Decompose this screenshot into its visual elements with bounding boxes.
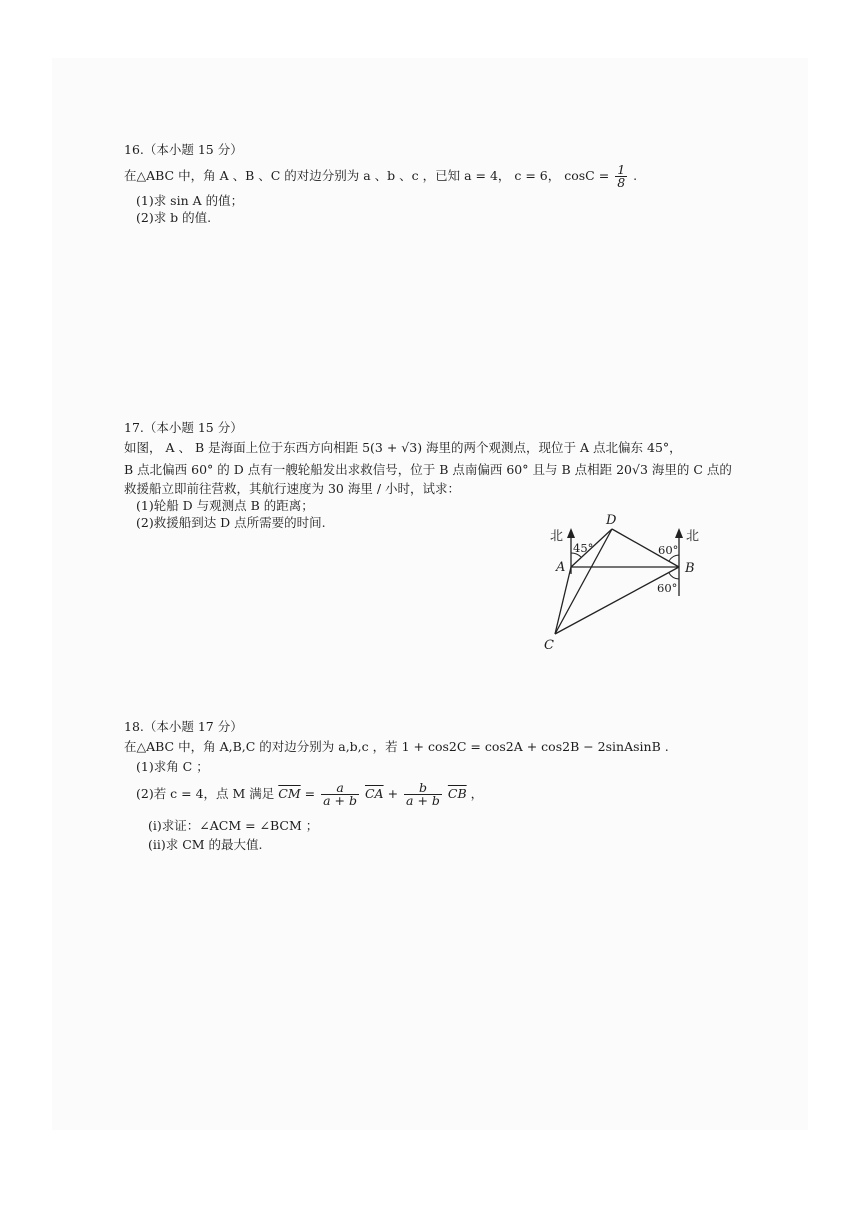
q16-fraction — [615, 164, 627, 189]
q18-sub1: (i)求证：∠ACM = ∠BCM ； — [148, 818, 319, 833]
q17-line1: 如图， A 、 B 是海面上位于东西方向相距 5(3 + √3) 海里的两个观测点，现位于 A 点北偏东 45°， — [124, 440, 682, 455]
q16-stem-end: . — [633, 168, 638, 183]
q18-stem: 在△ABC 中，角 A,B,C 的对边分别为 a,b,c ，若 1 + cos2C = cos2A + cos2B − 2sinAsinB . — [124, 739, 669, 754]
arc-angle-b-bottom — [669, 573, 679, 579]
q17-diagram — [538, 510, 718, 662]
q17-part2: (2)救援船到达 D 点所需要的时间. — [136, 515, 326, 530]
north-arrow-b-icon — [675, 528, 683, 538]
q16-frac-num: 1 — [617, 162, 626, 177]
q16-stem-text: 在△ABC 中，角 A 、B 、C 的对边分别为 a 、b 、c ，已知 a = 4， c = 6， cosC = — [124, 168, 610, 183]
angle-label-b-bottom: 60° — [657, 581, 678, 595]
angle-label-a: 45° — [573, 541, 594, 555]
angle-label-b-top: 60° — [658, 543, 679, 557]
north-label-right: 北 — [686, 529, 700, 544]
q16-header: 16.（本小题 15 分） — [124, 142, 243, 157]
q18-sub2: (ii)求 CM 的最大值. — [148, 837, 263, 852]
q18-frac-b-den: a + b — [406, 793, 440, 808]
q18-header: 18.（本小题 17 分） — [124, 719, 243, 734]
q17-part1: (1)轮船 D 与观测点 B 的距离； — [136, 498, 314, 513]
vector-cb: $\overline{CB}$ — [447, 786, 467, 801]
edge-ca — [555, 567, 571, 634]
vector-ca: $\overline{CA}$ — [364, 786, 384, 801]
north-arrow-a-icon — [567, 528, 575, 538]
label-a: A — [556, 560, 566, 575]
q18-part2-end: ， — [470, 786, 484, 801]
north-label-left: 北 — [550, 529, 564, 544]
q17-header: 17.（本小题 15 分） — [124, 420, 243, 435]
q16-part2: (2)求 b 的值. — [136, 210, 212, 225]
q16-part1: (1)求 sin A 的值； — [136, 193, 244, 208]
q16-frac-den: 8 — [617, 175, 626, 190]
label-b: B — [685, 561, 695, 576]
q18-part2-text: (2)若 c = 4，点 M 满足 — [136, 786, 275, 801]
q17-line2: B 点北偏西 60° 的 D 点有一艘轮船发出求救信号，位于 B 点南偏西 60° 且与 B 点相距 20√3 海里的 C 点的 — [124, 462, 732, 477]
vector-cm: $\overline{CM}$ — [278, 786, 301, 801]
label-d: D — [606, 513, 617, 528]
q16-stem — [124, 164, 637, 189]
q18-plus: + — [387, 786, 399, 801]
navigation-diagram-svg — [538, 510, 718, 662]
q18-part1: (1)求角 C ； — [136, 759, 209, 774]
q18-frac-b-num: b — [404, 782, 442, 795]
q18-fraction-a — [321, 782, 359, 807]
q18-part2 — [136, 782, 483, 807]
label-c: C — [544, 638, 554, 653]
q18-frac-a-den: a + b — [323, 793, 357, 808]
q17-line3: 救援船立即前往营救，其航行速度为 30 海里 / 小时，试求： — [124, 481, 461, 496]
q18-frac-a-num: a — [321, 782, 359, 795]
q18-equals: = — [304, 786, 316, 801]
q18-fraction-b — [404, 782, 442, 807]
